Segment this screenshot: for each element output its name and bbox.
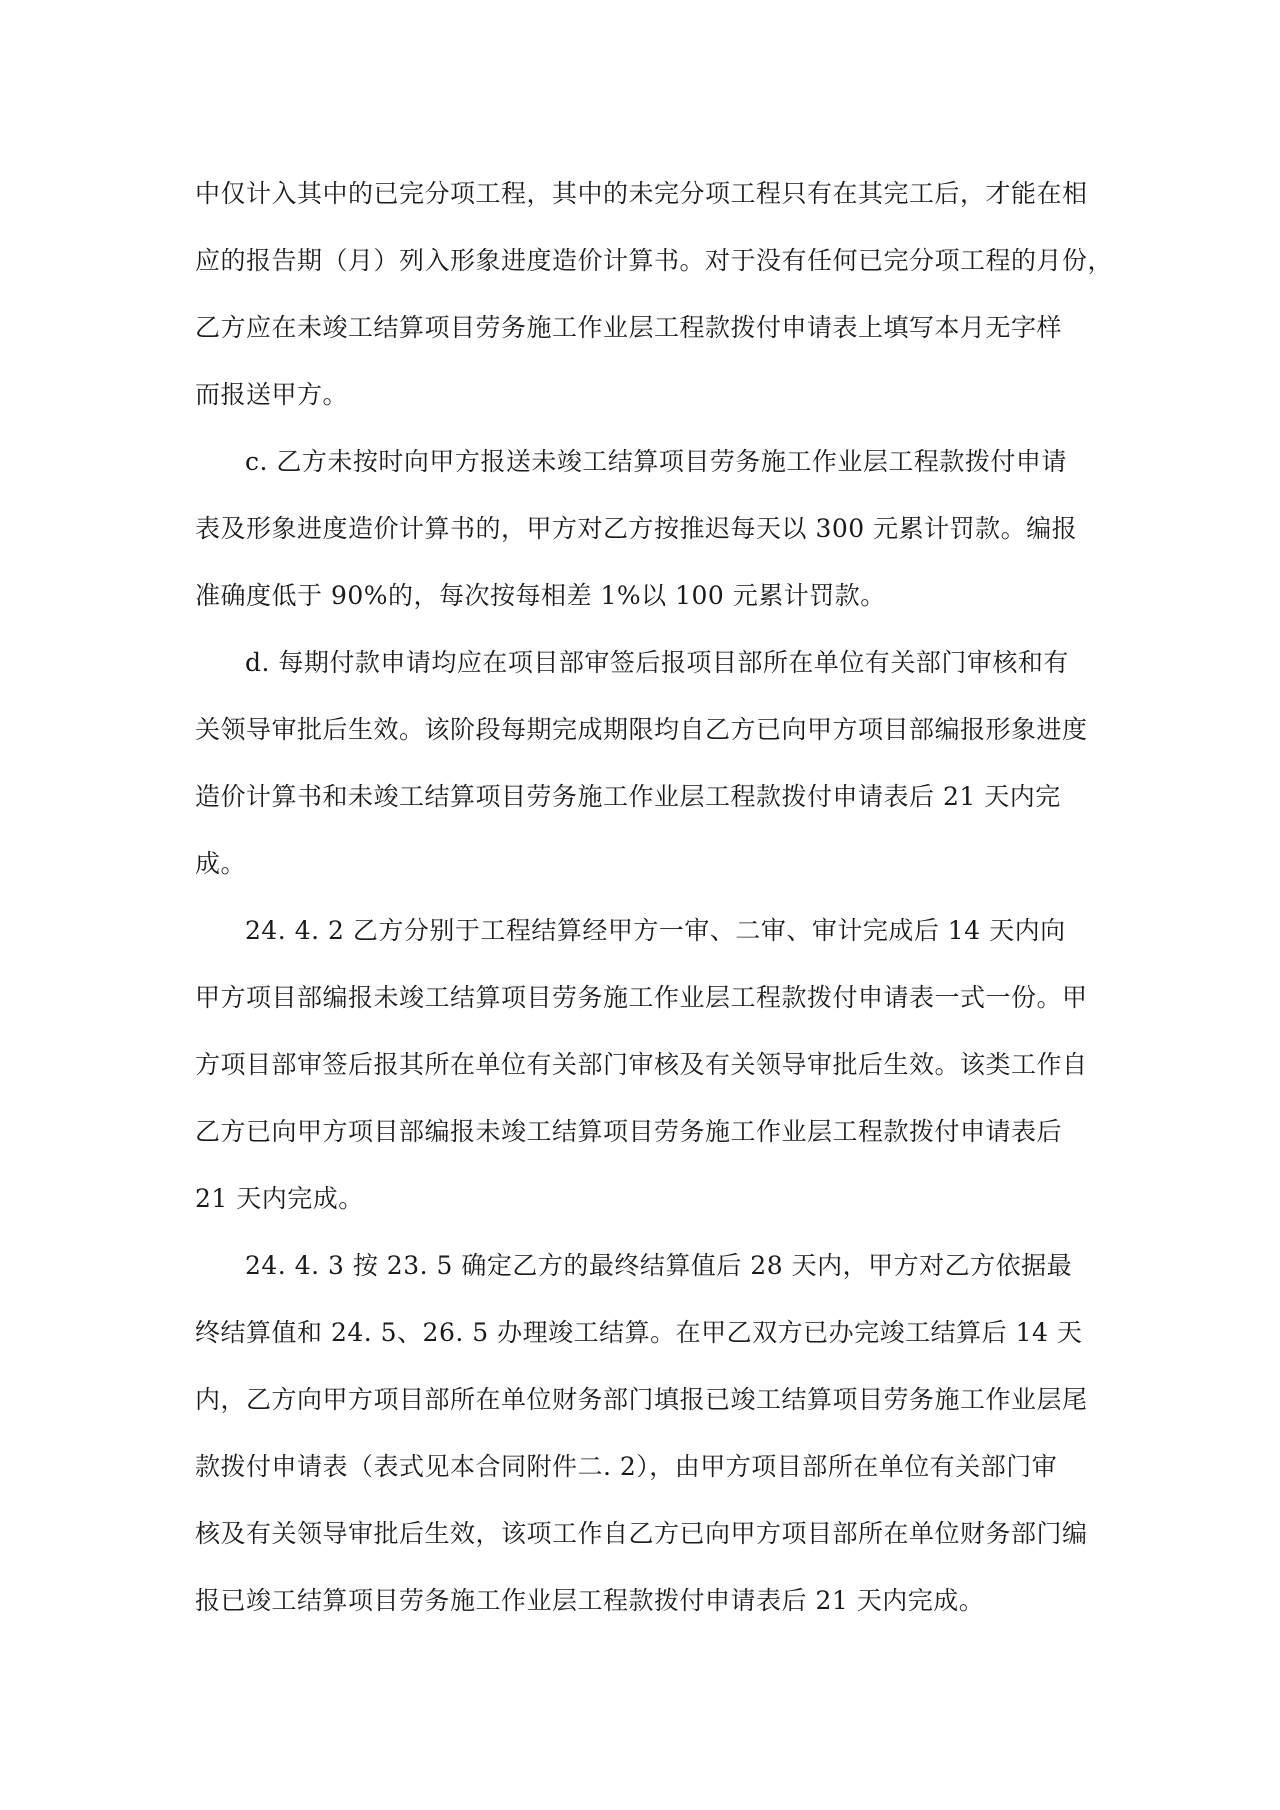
text-line: 款拨付申请表（表式见本合同附件二. 2），由甲方项目部所在单位有关部门审 (195, 1452, 1058, 1481)
document-body (195, 160, 1114, 1634)
text-line: 终结算值和 24. 5、26. 5 办理竣工结算。在甲乙双方已办完竣工结算后 14 天 (195, 1318, 1083, 1347)
text-line: d. 每期付款申请均应在项目部审签后报项目部所在单位有关部门审核和有 (245, 648, 1069, 677)
paragraph-d (195, 629, 1095, 897)
text-line: 乙方已向甲方项目部编报未竣工结算项目劳务施工作业层工程款拨付申请表后 (195, 1117, 1063, 1146)
paragraph-c (195, 428, 1095, 629)
text-line: 甲方项目部编报未竣工结算项目劳务施工作业层工程款拨付申请表一式一份。甲 (195, 983, 1088, 1012)
text-line: 24. 4. 3 按 23. 5 确定乙方的最终结算值后 28 天内，甲方对乙方依据最 (245, 1251, 1073, 1280)
text-line: 应的报告期（月）列入形象进度造价计算书。对于没有任何已完分项工程的月份， (195, 246, 1114, 275)
text-line: c. 乙方未按时向甲方报送未竣工结算项目劳务施工作业层工程款拨付申请 (245, 447, 1067, 476)
text-line: 乙方应在未竣工结算项目劳务施工作业层工程款拨付申请表上填写本月无字样 (195, 313, 1063, 342)
text-line: 21 天内完成。 (195, 1184, 364, 1213)
text-line: 准确度低于 90%的，每次按每相差 1%以 100 元累计罚款。 (195, 581, 886, 610)
text-line: 方项目部审签后报其所在单位有关部门审核及有关领导审批后生效。该类工作自 (195, 1050, 1088, 1079)
text-line: 成。 (195, 849, 247, 878)
text-line: 报已竣工结算项目劳务施工作业层工程款拨付申请表后 21 天内完成。 (195, 1586, 985, 1615)
text-line: 中仅计入其中的已完分项工程，其中的未完分项工程只有在其完工后，才能在相 (195, 179, 1088, 208)
text-line: 关领导审批后生效。该阶段每期完成期限均自乙方已向甲方项目部编报形象进度 (195, 715, 1088, 744)
text-line: 而报送甲方。 (195, 380, 349, 409)
text-line: 内，乙方向甲方项目部所在单位财务部门填报已竣工结算项目劳务施工作业层尾 (195, 1385, 1088, 1414)
text-line: 核及有关领导审批后生效，该项工作自乙方已向甲方项目部所在单位财务部门编 (195, 1519, 1088, 1548)
text-line: 表及形象进度造价计算书的，甲方对乙方按推迟每天以 300 元累计罚款。编报 (195, 514, 1078, 543)
paragraph-24-4-3 (195, 1232, 1095, 1634)
paragraph-continued (195, 160, 1114, 428)
paragraph-24-4-2 (195, 897, 1095, 1232)
text-line: 造价计算书和未竣工结算项目劳务施工作业层工程款拨付申请表后 21 天内完 (195, 782, 1061, 811)
text-line: 24. 4. 2 乙方分别于工程结算经甲方一审、二审、审计完成后 14 天内向 (245, 916, 1066, 945)
